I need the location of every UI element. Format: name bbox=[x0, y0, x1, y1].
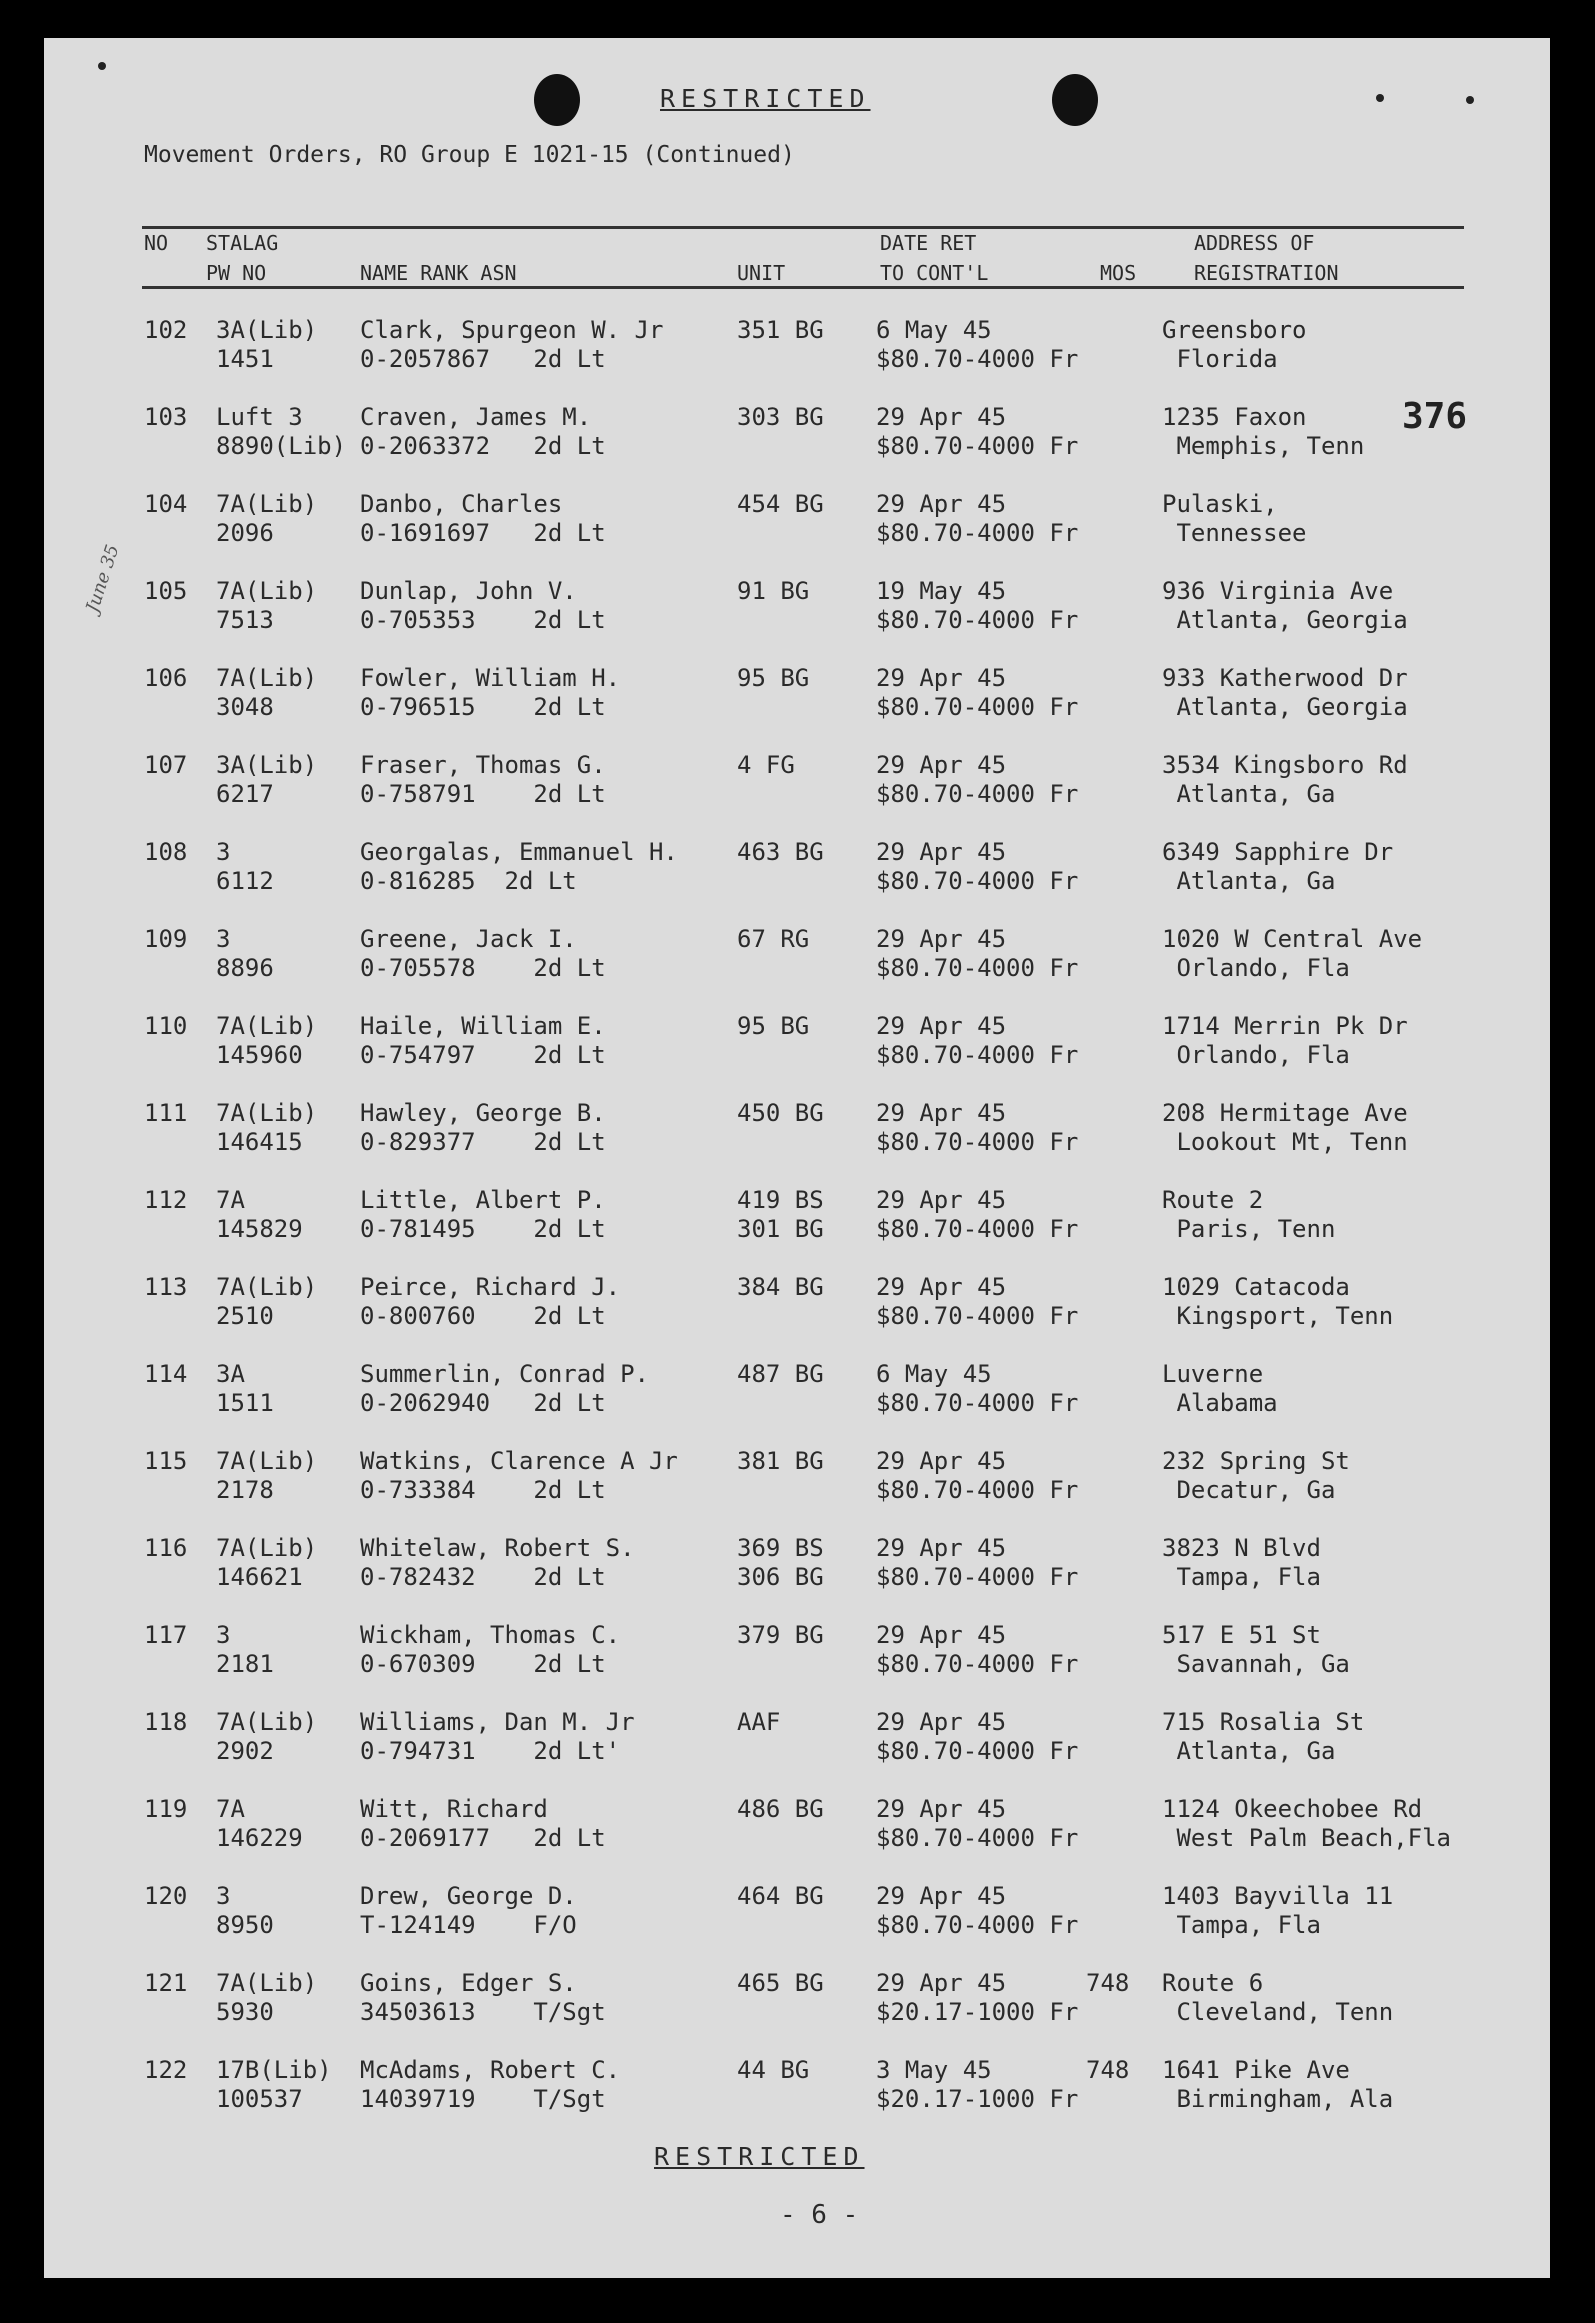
table-row bbox=[0, 403, 1595, 491]
table-row bbox=[0, 838, 1595, 926]
unit-cell: 351 BG bbox=[737, 316, 824, 344]
name-rank-asn-cell: Summerlin, Conrad P. 0-2062940 2d Lt bbox=[360, 1360, 649, 1417]
row-number-cell: 106 bbox=[144, 664, 188, 692]
stalag-number-cell: 3 8950 bbox=[216, 1882, 274, 1939]
stalag-number-cell: 7A 146229 bbox=[216, 1795, 303, 1852]
row-number-cell: 120 bbox=[144, 1882, 188, 1910]
unit-cell: 369 BS 306 BG bbox=[737, 1534, 824, 1591]
date-returned-cell: 29 Apr 45 $80.70-4000 Fr bbox=[876, 1795, 1079, 1852]
table-row bbox=[0, 925, 1595, 1013]
table-row bbox=[0, 1969, 1595, 2057]
row-number-cell: 108 bbox=[144, 838, 188, 866]
stalag-number-cell: 7A(Lib) 2096 bbox=[216, 490, 318, 547]
row-number-cell: 119 bbox=[144, 1795, 188, 1823]
stalag-number-cell: 7A(Lib) 5930 bbox=[216, 1969, 318, 2026]
date-returned-cell: 29 Apr 45 $80.70-4000 Fr bbox=[876, 751, 1079, 808]
name-rank-asn-cell: Clark, Spurgeon W. Jr 0-2057867 2d Lt bbox=[360, 316, 664, 373]
unit-cell: 486 BG bbox=[737, 1795, 824, 1823]
address-cell: 1029 Catacoda Kingsport, Tenn bbox=[1162, 1273, 1394, 1330]
stalag-number-cell: 3 2181 bbox=[216, 1621, 274, 1678]
stalag-number-cell: 3A 1511 bbox=[216, 1360, 274, 1417]
stalag-number-cell: 7A(Lib) 2510 bbox=[216, 1273, 318, 1330]
date-returned-cell: 29 Apr 45 $80.70-4000 Fr bbox=[876, 490, 1079, 547]
name-rank-asn-cell: Craven, James M. 0-2063372 2d Lt bbox=[360, 403, 606, 460]
stalag-number-cell: 7A(Lib) 3048 bbox=[216, 664, 318, 721]
unit-cell: 381 BG bbox=[737, 1447, 824, 1475]
name-rank-asn-cell: Little, Albert P. 0-781495 2d Lt bbox=[360, 1186, 606, 1243]
date-returned-cell: 29 Apr 45 $80.70-4000 Fr bbox=[876, 1186, 1079, 1243]
name-rank-asn-cell: Drew, George D. T-124149 F/O bbox=[360, 1882, 577, 1939]
column-header-date: DATE RET TO CONT'L bbox=[880, 231, 989, 285]
date-returned-cell: 29 Apr 45 $80.70-4000 Fr bbox=[876, 1534, 1079, 1591]
unit-cell: 463 BG bbox=[737, 838, 824, 866]
stalag-number-cell: 3 6112 bbox=[216, 838, 274, 895]
address-cell: Greensboro Florida bbox=[1162, 316, 1307, 373]
address-cell: 1235 Faxon Memphis, Tenn bbox=[1162, 403, 1365, 460]
column-header-stalag: STALAG PW NO bbox=[206, 231, 279, 285]
table-row bbox=[0, 1708, 1595, 1796]
column-header-name: NAME RANK ASN bbox=[360, 261, 517, 285]
row-number-cell: 122 bbox=[144, 2056, 188, 2084]
column-header-unit: UNIT bbox=[737, 261, 786, 285]
row-number-cell: 113 bbox=[144, 1273, 188, 1301]
address-cell: 1020 W Central Ave Orlando, Fla bbox=[1162, 925, 1423, 982]
address-cell: Route 6 Cleveland, Tenn bbox=[1162, 1969, 1394, 2026]
table-row bbox=[0, 1795, 1595, 1883]
address-cell: 3534 Kingsboro Rd Atlanta, Ga bbox=[1162, 751, 1408, 808]
address-cell: 208 Hermitage Ave Lookout Mt, Tenn bbox=[1162, 1099, 1408, 1156]
name-rank-asn-cell: Hawley, George B. 0-829377 2d Lt bbox=[360, 1099, 606, 1156]
speck bbox=[1466, 96, 1474, 104]
name-rank-asn-cell: Whitelaw, Robert S. 0-782432 2d Lt bbox=[360, 1534, 635, 1591]
stalag-number-cell: 7A(Lib) 7513 bbox=[216, 577, 318, 634]
row-number-cell: 104 bbox=[144, 490, 188, 518]
punch-hole bbox=[534, 74, 580, 126]
address-cell: 1403 Bayvilla 11 Tampa, Fla bbox=[1162, 1882, 1394, 1939]
row-number-cell: 103 bbox=[144, 403, 188, 431]
name-rank-asn-cell: Wickham, Thomas C. 0-670309 2d Lt bbox=[360, 1621, 621, 1678]
row-number-cell: 107 bbox=[144, 751, 188, 779]
name-rank-asn-cell: Greene, Jack I. 0-705578 2d Lt bbox=[360, 925, 606, 982]
date-returned-cell: 29 Apr 45 $80.70-4000 Fr bbox=[876, 1273, 1079, 1330]
stalag-number-cell: Luft 3 8890(Lib) bbox=[216, 403, 347, 460]
table-row bbox=[0, 1360, 1595, 1448]
page-number: - 6 - bbox=[780, 2200, 859, 2230]
address-cell: Luverne Alabama bbox=[1162, 1360, 1278, 1417]
date-returned-cell: 29 Apr 45 $80.70-4000 Fr bbox=[876, 664, 1079, 721]
unit-cell: 384 BG bbox=[737, 1273, 824, 1301]
date-returned-cell: 29 Apr 45 $80.70-4000 Fr bbox=[876, 838, 1079, 895]
name-rank-asn-cell: Haile, William E. 0-754797 2d Lt bbox=[360, 1012, 606, 1069]
row-number-cell: 109 bbox=[144, 925, 188, 953]
table-row bbox=[0, 1882, 1595, 1970]
date-returned-cell: 29 Apr 45 $80.70-4000 Fr bbox=[876, 1708, 1079, 1765]
row-number-cell: 116 bbox=[144, 1534, 188, 1562]
address-cell: 1124 Okeechobee Rd West Palm Beach,Fla bbox=[1162, 1795, 1451, 1852]
date-returned-cell: 29 Apr 45 $80.70-4000 Fr bbox=[876, 925, 1079, 982]
row-number-cell: 117 bbox=[144, 1621, 188, 1649]
stalag-number-cell: 3A(Lib) 6217 bbox=[216, 751, 318, 808]
row-number-cell: 115 bbox=[144, 1447, 188, 1475]
unit-cell: 487 BG bbox=[737, 1360, 824, 1388]
address-cell: 715 Rosalia St Atlanta, Ga bbox=[1162, 1708, 1365, 1765]
stalag-number-cell: 7A(Lib) 2902 bbox=[216, 1708, 318, 1765]
page-stamp-number: 376 bbox=[1402, 396, 1468, 437]
address-cell: 6349 Sapphire Dr Atlanta, Ga bbox=[1162, 838, 1394, 895]
speck bbox=[98, 62, 106, 70]
row-number-cell: 102 bbox=[144, 316, 188, 344]
table-row bbox=[0, 1273, 1595, 1361]
address-cell: 933 Katherwood Dr Atlanta, Georgia bbox=[1162, 664, 1408, 721]
table-row bbox=[0, 664, 1595, 752]
name-rank-asn-cell: Dunlap, John V. 0-705353 2d Lt bbox=[360, 577, 606, 634]
row-number-cell: 112 bbox=[144, 1186, 188, 1214]
table-row bbox=[0, 1099, 1595, 1187]
table-row bbox=[0, 577, 1595, 665]
address-cell: Route 2 Paris, Tenn bbox=[1162, 1186, 1336, 1243]
address-cell: 1641 Pike Ave Birmingham, Ala bbox=[1162, 2056, 1394, 2113]
table-row bbox=[0, 1447, 1595, 1535]
table-row bbox=[0, 2056, 1595, 2144]
name-rank-asn-cell: Goins, Edger S. 34503613 T/Sgt bbox=[360, 1969, 606, 2026]
name-rank-asn-cell: Georgalas, Emmanuel H. 0-816285 2d Lt bbox=[360, 838, 678, 895]
unit-cell: AAF bbox=[737, 1708, 781, 1736]
name-rank-asn-cell: Witt, Richard 0-2069177 2d Lt bbox=[360, 1795, 606, 1852]
row-number-cell: 105 bbox=[144, 577, 188, 605]
unit-cell: 419 BS 301 BG bbox=[737, 1186, 824, 1243]
row-number-cell: 121 bbox=[144, 1969, 188, 1997]
date-returned-cell: 29 Apr 45 $80.70-4000 Fr bbox=[876, 403, 1079, 460]
column-header-no: NO bbox=[144, 231, 169, 255]
name-rank-asn-cell: Peirce, Richard J. 0-800760 2d Lt bbox=[360, 1273, 621, 1330]
address-cell: 232 Spring St Decatur, Ga bbox=[1162, 1447, 1350, 1504]
stalag-number-cell: 3 8896 bbox=[216, 925, 274, 982]
stalag-number-cell: 7A(Lib) 146621 bbox=[216, 1534, 318, 1591]
name-rank-asn-cell: McAdams, Robert C. 14039719 T/Sgt bbox=[360, 2056, 621, 2113]
date-returned-cell: 29 Apr 45 $80.70-4000 Fr bbox=[876, 1447, 1079, 1504]
unit-cell: 465 BG bbox=[737, 1969, 824, 1997]
unit-cell: 95 BG bbox=[737, 664, 810, 692]
row-number-cell: 110 bbox=[144, 1012, 188, 1040]
column-header-mos: MOS bbox=[1100, 261, 1137, 285]
unit-cell: 464 BG bbox=[737, 1882, 824, 1910]
name-rank-asn-cell: Watkins, Clarence A Jr 0-733384 2d Lt bbox=[360, 1447, 678, 1504]
punch-hole bbox=[1052, 74, 1098, 126]
date-returned-cell: 19 May 45 $80.70-4000 Fr bbox=[876, 577, 1079, 634]
date-returned-cell: 6 May 45 $80.70-4000 Fr bbox=[876, 1360, 1079, 1417]
table-row bbox=[0, 1534, 1595, 1622]
date-returned-cell: 29 Apr 45 $20.17-1000 Fr bbox=[876, 1969, 1079, 2026]
table-row bbox=[0, 1621, 1595, 1709]
name-rank-asn-cell: Fowler, William H. 0-796515 2d Lt bbox=[360, 664, 621, 721]
unit-cell: 379 BG bbox=[737, 1621, 824, 1649]
date-returned-cell: 29 Apr 45 $80.70-4000 Fr bbox=[876, 1621, 1079, 1678]
table-row bbox=[0, 490, 1595, 578]
stalag-number-cell: 7A 145829 bbox=[216, 1186, 303, 1243]
unit-cell: 4 FG bbox=[737, 751, 795, 779]
date-returned-cell: 29 Apr 45 $80.70-4000 Fr bbox=[876, 1099, 1079, 1156]
stalag-number-cell: 3A(Lib) 1451 bbox=[216, 316, 318, 373]
address-cell: 936 Virginia Ave Atlanta, Georgia bbox=[1162, 577, 1408, 634]
date-returned-cell: 6 May 45 $80.70-4000 Fr bbox=[876, 316, 1079, 373]
row-number-cell: 118 bbox=[144, 1708, 188, 1736]
table-row bbox=[0, 751, 1595, 839]
stalag-number-cell: 7A(Lib) 146415 bbox=[216, 1099, 318, 1156]
date-returned-cell: 29 Apr 45 $80.70-4000 Fr bbox=[876, 1882, 1079, 1939]
stalag-number-cell: 7A(Lib) 145960 bbox=[216, 1012, 318, 1069]
unit-cell: 454 BG bbox=[737, 490, 824, 518]
name-rank-asn-cell: Williams, Dan M. Jr 0-794731 2d Lt' bbox=[360, 1708, 635, 1765]
stalag-number-cell: 7A(Lib) 2178 bbox=[216, 1447, 318, 1504]
address-cell: 3823 N Blvd Tampa, Fla bbox=[1162, 1534, 1321, 1591]
restricted-footer: RESTRICTED bbox=[654, 2142, 865, 2171]
row-number-cell: 114 bbox=[144, 1360, 188, 1388]
table-row bbox=[0, 1186, 1595, 1274]
mos-cell: 748 bbox=[1086, 2056, 1130, 2084]
address-cell: 517 E 51 St Savannah, Ga bbox=[1162, 1621, 1350, 1678]
document-subtitle: Movement Orders, RO Group E 1021-15 (Continued) bbox=[144, 142, 795, 168]
handwritten-margin-note: June 35 bbox=[82, 542, 124, 615]
address-cell: 1714 Merrin Pk Dr Orlando, Fla bbox=[1162, 1012, 1408, 1069]
date-returned-cell: 29 Apr 45 $80.70-4000 Fr bbox=[876, 1012, 1079, 1069]
unit-cell: 303 BG bbox=[737, 403, 824, 431]
row-number-cell: 111 bbox=[144, 1099, 188, 1127]
header-rule-bottom bbox=[142, 286, 1464, 289]
unit-cell: 450 BG bbox=[737, 1099, 824, 1127]
name-rank-asn-cell: Danbo, Charles 0-1691697 2d Lt bbox=[360, 490, 606, 547]
mos-cell: 748 bbox=[1086, 1969, 1130, 1997]
unit-cell: 44 BG bbox=[737, 2056, 810, 2084]
speck bbox=[1376, 94, 1384, 102]
column-header-address: ADDRESS OF REGISTRATION bbox=[1194, 231, 1339, 285]
date-returned-cell: 3 May 45 $20.17-1000 Fr bbox=[876, 2056, 1079, 2113]
table-row bbox=[0, 1012, 1595, 1100]
stalag-number-cell: 17B(Lib) 100537 bbox=[216, 2056, 332, 2113]
unit-cell: 95 BG bbox=[737, 1012, 810, 1040]
restricted-header: RESTRICTED bbox=[660, 84, 871, 113]
unit-cell: 91 BG bbox=[737, 577, 810, 605]
table-row bbox=[0, 316, 1595, 404]
name-rank-asn-cell: Fraser, Thomas G. 0-758791 2d Lt bbox=[360, 751, 606, 808]
unit-cell: 67 RG bbox=[737, 925, 810, 953]
address-cell: Pulaski, Tennessee bbox=[1162, 490, 1307, 547]
